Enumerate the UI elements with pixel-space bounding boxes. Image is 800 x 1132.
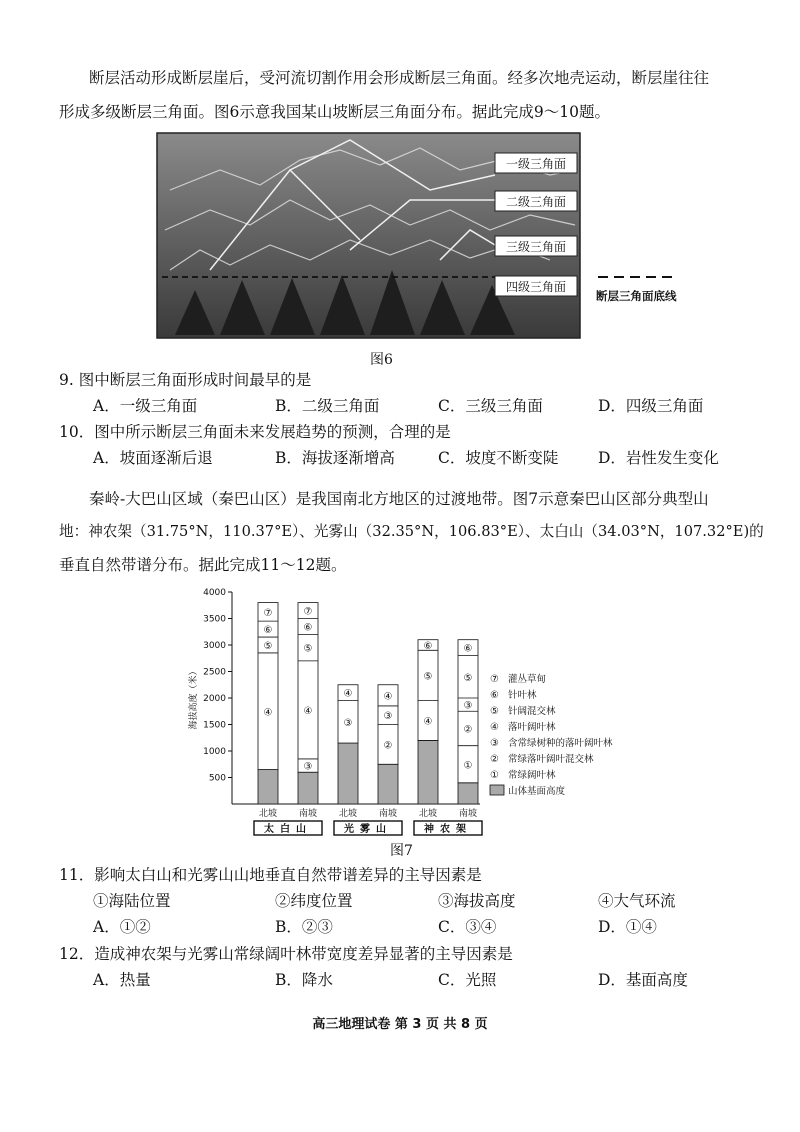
q9-option-b[interactable]: B．二级三角面 [275,397,380,415]
q12-option-a[interactable]: A．热量 [93,971,151,989]
mountain-name-label: 光雾山 [344,824,392,835]
legend-symbol: ④ [490,722,499,733]
legend-label: 含常绿树种的落叶阔叶林 [508,738,613,749]
legend-symbol: ⑦ [490,674,499,685]
y-tick-label: 1500 [203,720,226,731]
question-9-stem: 9. 图中断层三角面形成时间最早的是 [59,371,312,389]
q11-factor-2: ②纬度位置 [275,892,353,910]
legend-label: 山体基面高度 [508,786,566,797]
y-tick-label: 3000 [203,641,226,651]
label-level-1: 一级三角面 [505,157,567,171]
q12-option-c[interactable]: C．光照 [438,971,497,989]
y-tick-label: 500 [208,773,226,784]
base-height-bar [338,743,358,804]
intro-paragraph-1-line-1: 断层活动形成断层崖后，受河流切割作用会形成断层三角面。经多次地壳运动，断层崖往往 [89,69,710,87]
legend-label: 常绿落叶阔叶混交林 [508,754,594,765]
legend-label: 灌丛草甸 [508,674,547,685]
legend-label: 落叶阔叶林 [508,722,556,733]
q9-option-d[interactable]: D．四级三角面 [598,397,704,415]
figure-7-caption: 图7 [390,843,413,859]
q10-option-c[interactable]: C．坡度不断变陡 [438,449,559,467]
zone-label: ② [463,724,473,736]
intro-paragraph-1-line-2: 形成多级断层三角面。图6示意我国某山坡断层三角面分布。据此完成9～10题。 [59,103,610,121]
legend-symbol: ③ [490,738,499,749]
q9-option-c[interactable]: C．三级三角面 [438,397,543,415]
zone-label: ① [463,760,473,772]
zone-label: ③ [383,711,393,723]
question-11-stem: 11．影响太白山和光雾山山地垂直自然带谱差异的主导因素是 [59,866,482,884]
q11-factor-1: ①海陆位置 [93,892,171,910]
legend-symbol: ⑤ [490,706,499,717]
base-height-bar [298,772,318,804]
slope-label: 北坡 [418,809,438,819]
q12-option-b[interactable]: B．降水 [275,971,333,989]
mountain-name-label: 太白山 [264,824,312,835]
zone-label: ③ [463,700,473,712]
q11-option-c[interactable]: C．③④ [438,918,497,936]
page-footer: 高三地理试卷 第 3 页 共 8 页 [312,1017,488,1032]
slope-label: 南坡 [378,809,398,819]
legend-baseline-label: 断层三角面底线 [596,289,677,303]
base-height-bar [418,740,438,804]
slope-label: 北坡 [338,809,358,819]
q11-option-d[interactable]: D．①④ [598,918,657,936]
zone-label: ⑦ [303,606,313,618]
intro-paragraph-2-line-1: 秦岭-大巴山区域（秦巴山区）是我国南北方地区的过渡地带。图7示意秦巴山区部分典型山 [89,490,709,508]
q11-option-b[interactable]: B．②③ [275,918,333,936]
y-tick-label: 2000 [203,694,226,704]
zone-label: ④ [383,691,393,703]
slope-label: 北坡 [258,809,278,819]
q10-option-d[interactable]: D．岩性发生变化 [598,449,719,467]
q11-factor-3: ③海拔高度 [438,892,516,910]
legend-symbol: ② [490,754,499,765]
mountain-name-label: 神农架 [424,824,472,835]
q10-option-a[interactable]: A．坡面逐渐后退 [93,449,213,467]
base-height-bar [458,783,478,804]
zone-label: ⑥ [463,643,473,655]
q12-option-d[interactable]: D．基面高度 [598,971,688,989]
zone-label: ④ [303,705,313,717]
y-tick-label: 2500 [203,667,226,678]
zone-label: ④ [263,707,273,719]
y-tick-label: 1000 [203,747,226,757]
figure-6 [150,130,690,345]
label-level-4: 四级三角面 [505,280,567,294]
zone-label: ⑥ [423,641,433,652]
question-10-stem: 10．图中所示断层三角面未来发展趋势的预测，合理的是 [59,423,451,441]
intro-paragraph-2-line-2: 地：神农架（31.75°N，110.37°E）、光雾山（32.35°N，106.83°E）、太白山（34.03°N，107.32°E)的 [59,523,764,540]
legend-label: 针阔混交林 [508,706,556,717]
zone-label: ④ [343,688,353,700]
figure-7-chart [180,582,640,844]
q9-option-a[interactable]: A．一级三角面 [93,397,198,415]
zone-label: ⑤ [463,672,473,684]
zone-label: ⑤ [303,643,313,655]
legend-label: 常绿阔叶林 [508,770,556,781]
zone-label: ⑥ [303,622,313,634]
y-tick-label: 4000 [203,588,226,598]
q11-option-a[interactable]: A．①② [93,918,151,936]
question-12-stem: 12．造成神农架与光雾山常绿阔叶林带宽度差异显著的主导因素是 [59,945,513,963]
slope-label: 南坡 [298,809,318,819]
zone-label: ⑦ [263,607,273,619]
zone-label: ④ [423,716,433,728]
zone-label: ⑤ [263,641,273,652]
zone-label: ③ [303,761,313,773]
base-height-bar [258,770,278,804]
legend-label: 针叶林 [508,690,537,701]
label-level-3: 三级三角面 [505,240,567,254]
intro-paragraph-2-line-3: 垂直自然带谱分布。据此完成11～12题。 [59,556,347,574]
zone-label: ② [383,740,393,752]
zone-label: ⑥ [263,625,273,637]
base-height-bar [378,764,398,804]
q10-option-b[interactable]: B．海拔逐渐增高 [275,449,395,467]
y-axis-label: 海拔高度（米） [189,666,199,730]
y-tick-label: 3500 [203,614,226,625]
q11-factor-4: ④大气环流 [598,892,676,910]
zone-label: ⑤ [423,671,433,683]
legend-symbol: ⑥ [490,690,499,701]
zone-label: ③ [343,717,353,729]
legend-symbol: ① [490,770,499,781]
legend-swatch [490,785,504,795]
slope-label: 南坡 [458,809,478,819]
figure-6-caption: 图6 [370,352,393,368]
label-level-2: 二级三角面 [505,195,567,209]
